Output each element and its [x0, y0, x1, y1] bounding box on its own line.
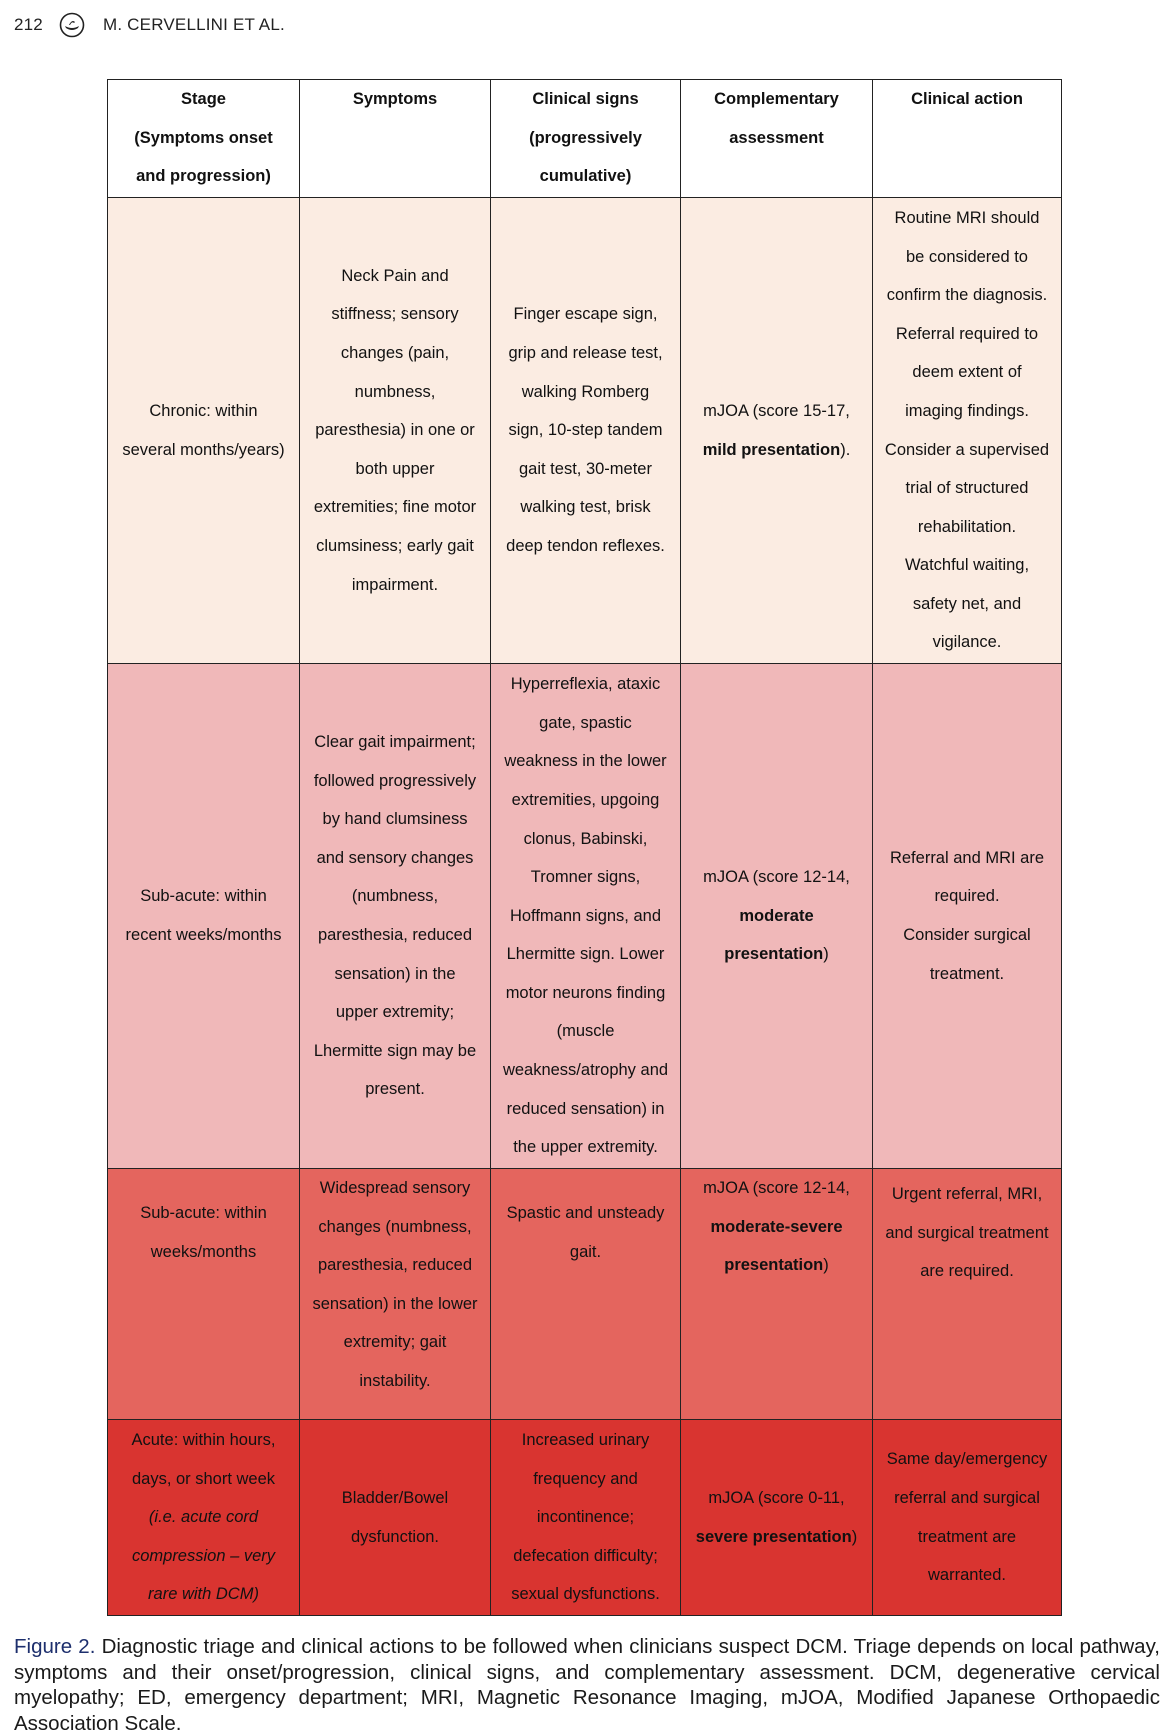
cell-line: Neck Pain and [341, 266, 449, 285]
table-row [108, 664, 1062, 1169]
cell-line: deem extent of [912, 363, 1022, 382]
figure-caption [14, 1634, 1160, 1736]
header-stage [108, 80, 300, 198]
cell-line: walking Romberg [521, 382, 650, 401]
cell-line: followed progressively [313, 771, 477, 790]
assessment-severity-2: presentation [724, 1256, 824, 1275]
cell-line: required. [934, 887, 1000, 906]
cell-line: sensation) in the lower [312, 1294, 478, 1313]
cell-line: Increased urinary [521, 1431, 650, 1450]
publisher-logo-icon [59, 12, 85, 38]
cell-line: extremities, upgoing [511, 790, 660, 809]
cell-line: upper extremity; [335, 1003, 455, 1022]
cell-line: Symptoms [352, 90, 438, 108]
cell-line: several months/years) [122, 440, 285, 459]
table-row [108, 198, 1062, 664]
caption-text: Diagnostic triage and clinical actions to be followed when clinicians suspect DCM. Triage depends on local pathway, symptoms and their onset/progression, clinical signs, and complementary assessment. DCM, degenerative cervical myelopathy; ED, emergency department; MRI, Magnetic Resonance Imaging, mJOA, Modified Japanese Orthopaedic Association Scale. [14, 1635, 1160, 1735]
cell-line: Sub-acute: within [140, 887, 267, 906]
clinical-action-cell [873, 1169, 1062, 1420]
assessment-severity: moderate-severe [710, 1217, 843, 1236]
cell-line: (Symptoms onset [134, 128, 273, 147]
cell-line: referral and surgical [894, 1488, 1040, 1507]
assessment-suffix: ) [823, 945, 829, 964]
cell-line: gait. [569, 1242, 602, 1261]
cell-line: weakness/atrophy and [502, 1061, 669, 1080]
cell-line: Sub-acute: within [140, 1204, 267, 1222]
cell-line: Clinical signs [532, 90, 639, 108]
cell-line: Acute: within hours, [131, 1431, 276, 1450]
page-number: 212 [14, 15, 43, 34]
stage-cell [108, 1420, 300, 1616]
cell-line: the upper extremity. [513, 1138, 658, 1157]
cell-line: Tromner signs, [530, 868, 641, 887]
cell-line: and sensory changes [316, 848, 474, 867]
cell-line: treatment are [917, 1527, 1017, 1546]
assessment-cell [681, 198, 873, 664]
cell-line: Referral required to [895, 324, 1039, 343]
cell-line: clonus, Babinski, [523, 829, 648, 848]
cell-line: gate, spastic [539, 713, 632, 732]
cell-line: deep tendon reflexes. [506, 536, 665, 555]
assessment-severity-2: presentation [724, 945, 824, 964]
cell-line: warranted. [928, 1566, 1006, 1585]
cell-line: instability. [359, 1371, 431, 1390]
assessment-severity: mild presentation [702, 440, 841, 459]
cell-line: extremity; gait [343, 1333, 447, 1352]
clinical-action-cell [873, 664, 1062, 1169]
cell-line: and progression) [136, 167, 271, 186]
cell-line: paresthesia, reduced [317, 1256, 473, 1275]
symptoms-cell [300, 198, 491, 664]
assessment-text: mJOA (score 0-11, [708, 1488, 845, 1507]
cell-line: Clinical action [911, 90, 1023, 108]
cell-line: (numbness, [351, 887, 439, 906]
cell-line: motor neurons finding [505, 983, 666, 1002]
cell-line: Stage [181, 90, 226, 108]
cell-line: cumulative) [539, 167, 632, 186]
cell-line: Bladder/Bowel [341, 1488, 449, 1507]
cell-line: rehabilitation. [917, 517, 1017, 536]
stage-cell [108, 664, 300, 1169]
running-head [14, 12, 285, 38]
cell-line: and surgical treatment [885, 1223, 1049, 1242]
assessment-text: mJOA (score 12-14, [703, 1179, 850, 1197]
assessment-cell [681, 1169, 873, 1420]
clinical-signs-cell [491, 1169, 681, 1420]
cell-line: grip and release test, [508, 344, 663, 363]
cell-line: sensation) in the [334, 964, 456, 983]
cell-line: rare with DCM) [148, 1585, 259, 1604]
cell-line: Same day/emergency [886, 1450, 1048, 1469]
cell-line: by hand clumsiness [322, 810, 468, 829]
clinical-signs-cell [491, 664, 681, 1169]
cell-line: treatment. [929, 964, 1005, 983]
cell-line: Consider a supervised [884, 440, 1050, 459]
cell-line: defecation difficulty; [513, 1546, 658, 1565]
figure-label: Figure 2. [14, 1635, 96, 1658]
cell-line: Spastic and unsteady [506, 1204, 665, 1222]
header-clinical-action [873, 80, 1062, 198]
assessment-suffix: ) [823, 1256, 829, 1275]
cell-line: (i.e. acute cord [148, 1508, 259, 1527]
cell-line: dysfunction. [350, 1527, 440, 1546]
assessment-cell [681, 1420, 873, 1616]
cell-line: both upper [355, 459, 435, 478]
cell-line: Finger escape sign, [513, 305, 658, 324]
assessment-text: mJOA (score 15-17, [703, 401, 850, 420]
cell-line: days, or short week [131, 1469, 276, 1488]
cell-line: Consider surgical [903, 926, 1031, 944]
clinical-action-cell [873, 198, 1062, 664]
assessment-suffix: ) [851, 1527, 858, 1546]
cell-line: gait test, 30-meter [519, 459, 652, 478]
header-symptoms [300, 80, 491, 198]
cell-line: paresthesia) in one or [315, 421, 475, 440]
cell-line: impairment. [351, 575, 439, 594]
cell-line: Chronic: within [149, 401, 258, 420]
assessment-suffix: ). [840, 440, 851, 459]
cell-line: vigilance. [932, 633, 1002, 652]
cell-line: numbness, [354, 382, 436, 401]
cell-line: incontinence; [536, 1508, 635, 1527]
cell-line: walking test, brisk [520, 498, 651, 517]
cell-line: Widespread sensory [319, 1179, 471, 1197]
symptoms-cell [300, 1169, 491, 1420]
cell-line: extremities; fine motor [313, 498, 477, 517]
cell-line: changes (numbness, [318, 1217, 472, 1236]
stage-cell [108, 198, 300, 664]
clinical-signs-cell [491, 1420, 681, 1616]
cell-line: weakness in the lower [504, 752, 667, 771]
cell-line: weeks/months [150, 1242, 257, 1261]
cell-line: Complementary [714, 90, 839, 108]
cell-line: safety net, and [912, 594, 1022, 613]
cell-line: (muscle [556, 1022, 615, 1041]
header-clinical-signs [491, 80, 681, 198]
table-row [108, 1169, 1062, 1420]
assessment-severity: severe presentation [695, 1527, 852, 1546]
symptoms-cell [300, 1420, 491, 1616]
clinical-signs-cell [491, 198, 681, 664]
cell-line: assessment [729, 128, 824, 147]
stage-cell [108, 1169, 300, 1420]
cell-line: clumsiness; early gait [316, 536, 474, 555]
cell-line: Referral and MRI are [889, 848, 1045, 867]
cell-line: Lhermitte sign. Lower [506, 945, 665, 964]
cell-line: changes (pain, [340, 344, 450, 363]
cell-line: imaging findings. [905, 401, 1029, 420]
cell-line: Hyperreflexia, ataxic [510, 675, 661, 694]
header-complementary-assessment [681, 80, 873, 198]
clinical-action-cell [873, 1420, 1062, 1616]
cell-line: Watchful waiting, [904, 556, 1030, 575]
cell-line: reduced sensation) in [506, 1099, 665, 1118]
cell-line: Hoffmann signs, and [509, 906, 662, 925]
cell-line: frequency and [533, 1469, 638, 1488]
symptoms-cell [300, 664, 491, 1169]
table-row [108, 1420, 1062, 1616]
assessment-severity: moderate [739, 906, 814, 925]
cell-line: (progressively [529, 128, 642, 147]
triage-table [107, 79, 1062, 1616]
cell-line: compression – very [131, 1546, 276, 1565]
cell-line: stiffness; sensory [331, 305, 459, 324]
cell-line: paresthesia, reduced [317, 926, 473, 944]
cell-line: sexual dysfunctions. [511, 1585, 660, 1604]
cell-line: recent weeks/months [125, 926, 282, 944]
cell-line: be considered to [905, 247, 1028, 266]
cell-line: confirm the diagnosis. [886, 286, 1048, 305]
running-head-authors: M. CERVELLINI ET AL. [102, 15, 285, 34]
assessment-cell [681, 664, 873, 1169]
cell-line: present. [365, 1080, 425, 1099]
cell-line: Urgent referral, MRI, [891, 1185, 1043, 1203]
cell-line: sign, 10-step tandem [508, 421, 663, 440]
assessment-text: mJOA (score 12-14, [703, 868, 850, 887]
cell-line: are required. [920, 1262, 1014, 1281]
cell-line: trial of structured [905, 479, 1029, 498]
table-header-row [108, 80, 1062, 198]
cell-line: Clear gait impairment; [314, 733, 476, 752]
cell-line: Lhermitte sign may be [313, 1041, 477, 1060]
cell-line: Routine MRI should [894, 208, 1040, 227]
